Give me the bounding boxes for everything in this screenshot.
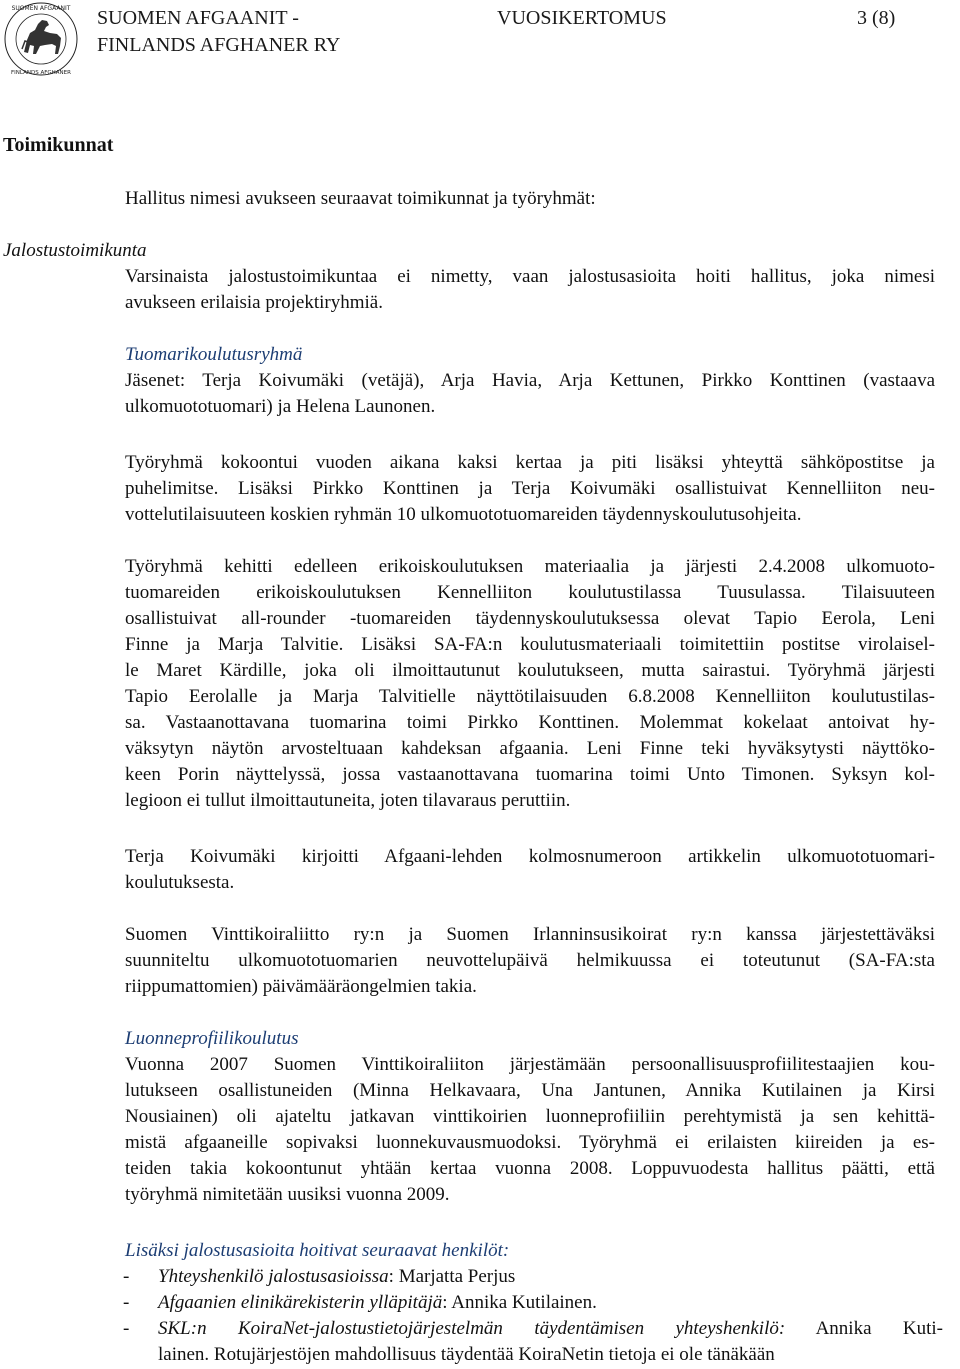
paragraph-line: keen Porin näyttelyssä, jossa vastaanottavana tuomarina toimi Unto Timonen. Syksyn kol- — [125, 764, 935, 785]
list-dash: - — [123, 1292, 130, 1313]
paragraph-line: Työryhmä kokoontui vuoden aikana kaksi kertaa ja piti lisäksi yhteyttä sähköpostitse ja — [125, 452, 935, 473]
list-dash: - — [123, 1266, 130, 1287]
person-name: Annika Kutilainen. — [451, 1292, 597, 1313]
tuomari-heading: Tuomarikoulutusryhmä — [125, 344, 303, 365]
paragraph-line: työryhmä nimitetään uusiksi vuonna 2009. — [125, 1184, 450, 1205]
paragraph-line: osallistuivat all-rounder -tuomareiden täydennyskoulutuksessa olevat Tapio Eerola, Leni — [125, 608, 935, 629]
person-name: Annika Kuti- — [815, 1318, 944, 1339]
tuomari-paragraph-1 — [125, 450, 935, 528]
paragraph-line: avukseen erilaisia projektiryhmiä. — [125, 292, 383, 313]
continuation-text: lainen. Rotujärjestöjen mahdollisuus täydentää KoiraNetin tietoja ei ole tänäkään — [158, 1344, 775, 1365]
paragraph-line: sa. Vastaanottavana tuomarina toimi Pirkko Konttinen. Molemmat kokelaat antoivat hy- — [125, 712, 935, 733]
tuomari-members — [125, 368, 935, 420]
jalostus-paragraph — [125, 264, 935, 316]
paragraph-line: Varsinaista jalostustoimikuntaa ei nimetty, vaan jalostusasioita hoiti hallitus, joka nimesi — [125, 266, 935, 287]
paragraph-line: Suomen Vinttikoiraliitto ry:n ja Suomen Irlanninsusikoirat ry:n kanssa järjestettäväksi — [125, 924, 935, 945]
persons-heading: Lisäksi jalostusasioita hoitivat seuraavat henkilöt: — [125, 1240, 510, 1261]
paragraph-line: koulutuksesta. — [125, 872, 235, 893]
tuomari-paragraph-4 — [125, 922, 935, 1000]
intro-text: Hallitus nimesi avukseen seuraavat toimikunnat ja työryhmät: — [125, 188, 596, 209]
tuomari-paragraph-2 — [125, 554, 935, 814]
paragraph-line: ulkomuototuomari) ja Helena Launonen. — [125, 396, 436, 417]
logo-text-top: SUOMEN AFGAANIT — [11, 5, 71, 12]
document-title: VUOSIKERTOMUS — [497, 7, 667, 29]
paragraph-line: mistä afgaaneille sopivaksi luonnekuvausmuodoksi. Työryhmä ei erilaisten kiireiden ja es- — [125, 1132, 935, 1153]
org-name-line1: SUOMEN AFGAANIT - — [97, 7, 299, 29]
paragraph-line: legioon ei tullut ilmoittautuneita, joten tilavaraus peruttiin. — [125, 790, 571, 811]
org-name-line2: FINLANDS AFGHANER RY — [97, 34, 341, 56]
luonne-paragraph — [125, 1052, 935, 1208]
paragraph-line: riippumattomien) päivämääräongelmien takia. — [125, 976, 477, 997]
tuomari-paragraph-3 — [125, 844, 935, 896]
jalostus-heading: Jalostustoimikunta — [3, 240, 147, 261]
paragraph-line: Nousiainen) oli ajateltu jatkavan vinttikoirien luonneprofiiliin perehtymistä ja sen kehittä- — [125, 1106, 935, 1127]
paragraph-line: vottelutilaisuuteen koskien ryhmän 10 ulkomuototuomareiden täydennyskoulutusohjeita. — [125, 504, 802, 525]
paragraph-line: Jäsenet: Terja Koivumäki (vetäjä), Arja Havia, Arja Kettunen, Pirkko Konttinen (vastaava — [125, 370, 935, 391]
role-label: Yhteyshenkilö jalostusasioissa — [158, 1266, 389, 1287]
club-logo — [0, 0, 82, 78]
paragraph-line: Työryhmä kehitti edelleen erikoiskoulutuksen materiaalia ja järjesti 2.4.2008 ulkomuoto- — [125, 556, 935, 577]
paragraph-line: Finne ja Marja Talvitie. Lisäksi SA-FA:n koulutusmateriaali toimitettiin postitse virolaisel- — [125, 634, 935, 655]
paragraph-line: suunniteltu ulkomuototuomarien neuvottelupäivä helmikuussa ei toteutunut (SA-FA:sta — [125, 950, 935, 971]
paragraph-line: puhelimitse. Lisäksi Pirkko Konttinen ja Terja Koivumäki osallistuivat Kennelliiton neu- — [125, 478, 935, 499]
paragraph-line: Vuonna 2007 Suomen Vinttikoiraliiton järjestämään persoonallisuusprofiilitestaajien kou- — [125, 1054, 935, 1075]
paragraph-line: lutukseen osallistuneiden (Minna Helkavaara, Una Jantunen, Annika Kutilainen ja Kirsi — [125, 1080, 935, 1101]
separator: : — [388, 1266, 399, 1287]
paragraph-line: le Maret Kärdille, joka oli ilmoittautunut koulutukseen, mutta sairastui. Työryhmä järjesti — [125, 660, 935, 681]
paragraph-line: tuomareiden erikoiskoulutuksen Kennelliiton koulutustilassa Tuusulassa. Tilaisuuteen — [125, 582, 935, 603]
paragraph-line: väksytyn näytön arvosteltuaan kahdeksan afgaania. Leni Finne teki hyväksytysti näyttöko- — [125, 738, 935, 759]
luonne-heading: Luonneprofiilikoulutus — [125, 1028, 299, 1049]
paragraph-line: Terja Koivumäki kirjoitti Afgaani-lehden kolmosnumeroon artikkelin ulkomuototuomari- — [125, 846, 935, 867]
paragraph-line: teiden takia kokoontunut yhtään kertaa vuonna 2008. Loppuvuodesta hallitus päätti, että — [125, 1158, 935, 1179]
role-label: Afgaanien elinikärekisterin ylläpitäjä — [158, 1292, 443, 1313]
person-name: Marjatta Perjus — [398, 1266, 516, 1287]
section-title: Toimikunnat — [3, 134, 114, 156]
list-dash: - — [123, 1318, 130, 1339]
separator: : — [442, 1292, 452, 1313]
separator — [785, 1318, 815, 1339]
paragraph-line: Tapio Eerolalle ja Marja Talvitielle näyttötilaisuuden 6.8.2008 Kennelliiton koulutustilas- — [125, 686, 935, 707]
page-number: 3 (8) — [857, 7, 896, 29]
logo-text-bottom: FINLANDS AFGHANER — [11, 70, 71, 76]
role-label: SKL:n KoiraNet-jalostustietojärjestelmän täydentämisen yhteyshenkilö: — [158, 1318, 786, 1339]
